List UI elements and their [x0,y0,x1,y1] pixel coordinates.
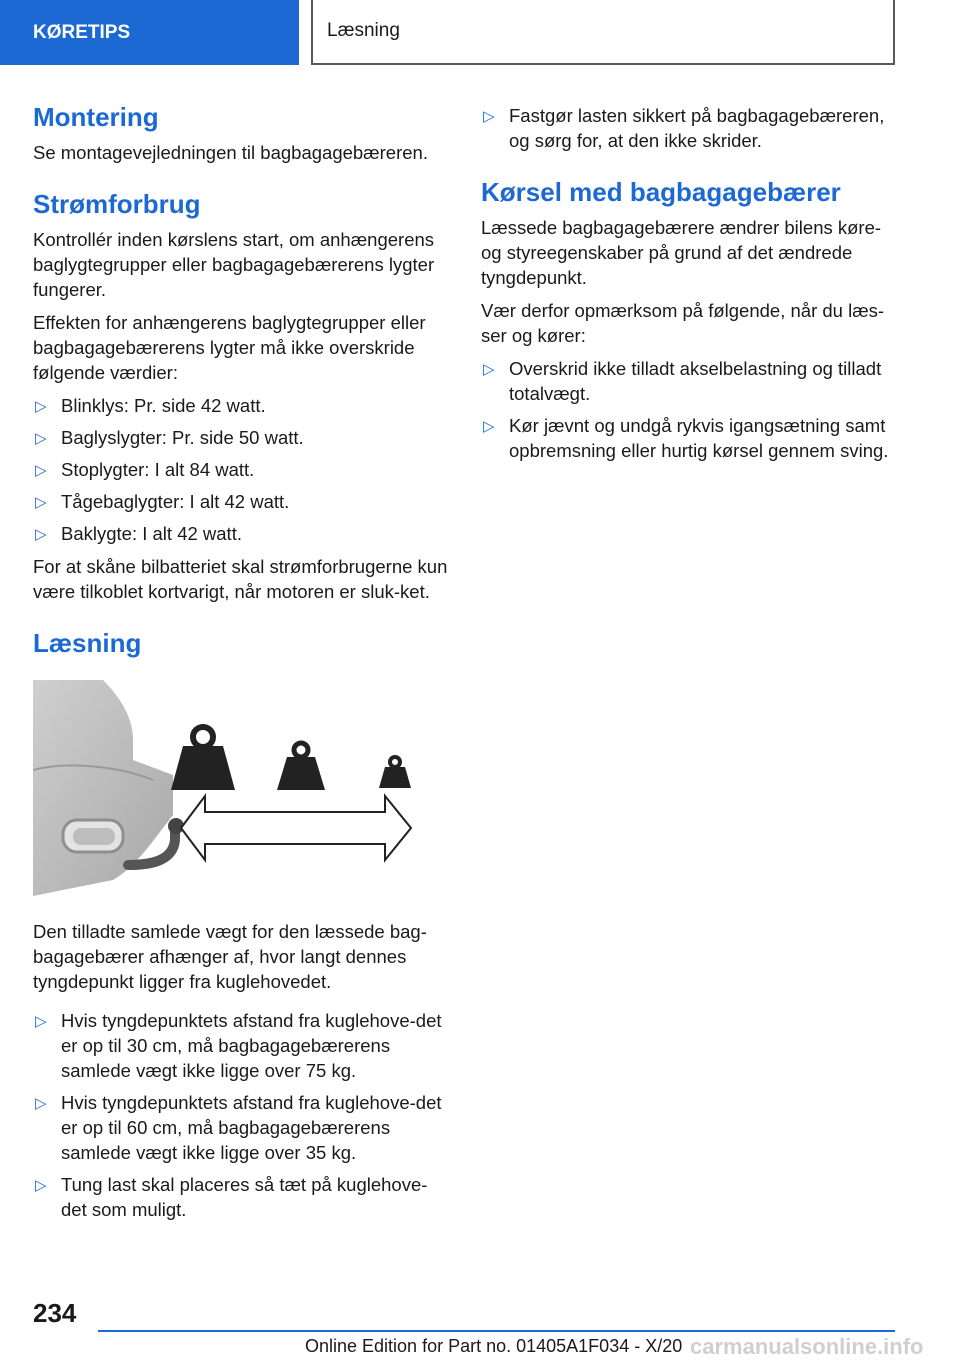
edition-text: Online Edition for Part no. 01405A1F034 - X/20 [305,1336,683,1356]
driving-paragraph-2: Vær derfor opmærksom på følgende, når du læs-ser og kører: [481,300,885,346]
securing-list [481,103,896,153]
right-column [481,103,896,471]
power-paragraph-2: Effekten for anhængerens baglygtegrupper eller bagbagagebærerens lygter må ikke overskride følgende værdier: [33,312,426,383]
list-item: ▷ Kør jævnt og undgå rykvis igangsætning samt opbremsning eller hurtig kørsel gennem sving. [483,415,889,461]
triangle-bullet-icon: ▷ [35,494,47,511]
power-heading: Strømforbrug [33,189,201,219]
list-item: ▷ Baklygte: I alt 42 watt. [33,521,448,546]
triangle-bullet-icon: ▷ [483,108,495,125]
list-item: ▷ Overskrid ikke tilladt akselbelastning og tilladt totalvægt. [483,358,882,404]
triangle-bullet-icon: ▷ [483,361,495,378]
topic-header [311,0,895,65]
section-title: KØRETIPS [33,21,131,43]
mounting-text: Se montagevejledningen til bagbagagebæreren. [33,142,428,163]
list-item: ▷ Tågebaglygter: I alt 42 watt. [33,489,448,514]
watermark: carmanualsonline.info [690,1334,924,1359]
load-distance-illustration [33,680,443,896]
page-number: 234 [33,1298,77,1328]
triangle-bullet-icon: ▷ [35,1013,47,1030]
triangle-bullet-icon: ▷ [35,430,47,447]
triangle-bullet-icon: ▷ [35,398,47,415]
loading-paragraph: Den tilladte samlede vægt for den læssede bag-bagagebærer afhænger af, hvor langt dennes tyngdepunkt ligger fra kuglehovedet. [33,921,427,992]
loading-heading: Læsning [33,628,142,658]
list-item: ▷ Tung last skal placeres så tæt på kuglehove-det som muligt. [35,1174,428,1220]
loading-limits-list [33,1008,448,1222]
triangle-bullet-icon: ▷ [35,1095,47,1112]
power-limits-list [33,393,448,546]
list-item: ▷ Blinklys: Pr. side 42 watt. [33,393,448,418]
list-item: ▷ Baglyslygter: Pr. side 50 watt. [33,425,448,450]
list-item: ▷ Fastgør lasten sikkert på bagbagagebæreren, og sørg for, at den ikke skrider. [483,105,885,151]
triangle-bullet-icon: ▷ [35,462,47,479]
driving-list [481,356,896,463]
driving-paragraph-1: Læssede bagbagagebærere ændrer bilens køre- og styreegenskaber på grund af det ændrede tyngdepunkt. [481,217,882,288]
mounting-heading: Montering [33,102,159,132]
list-item: ▷ Hvis tyngdepunktets afstand fra kuglehove-det er op til 60 cm, må bagbagagebærerens samlede vægt ikke ligge over 35 kg. [35,1092,442,1163]
power-paragraph-3: For at skåne bilbatteriet skal strømforbrugerne kun være tilkoblet kortvarigt, når motoren er sluk-ket. [33,556,448,602]
driving-heading: Kørsel med bagbagagebærer [481,177,841,207]
left-column [33,100,448,1230]
list-item: ▷ Stoplygter: I alt 84 watt. [33,457,448,482]
footer-divider [98,1330,895,1332]
triangle-bullet-icon: ▷ [35,526,47,543]
power-paragraph-1: Kontrollér inden kørslens start, om anhængerens baglygtegrupper eller bagbagagebærerens lygter fungerer. [33,229,435,300]
section-tab [0,0,299,65]
list-item: ▷ Hvis tyngdepunktets afstand fra kuglehove-det er op til 30 cm, må bagbagagebærerens samlede vægt ikke ligge over 75 kg. [35,1010,442,1081]
triangle-bullet-icon: ▷ [483,418,495,435]
topic-title: Læsning [327,19,400,41]
triangle-bullet-icon: ▷ [35,1177,47,1194]
